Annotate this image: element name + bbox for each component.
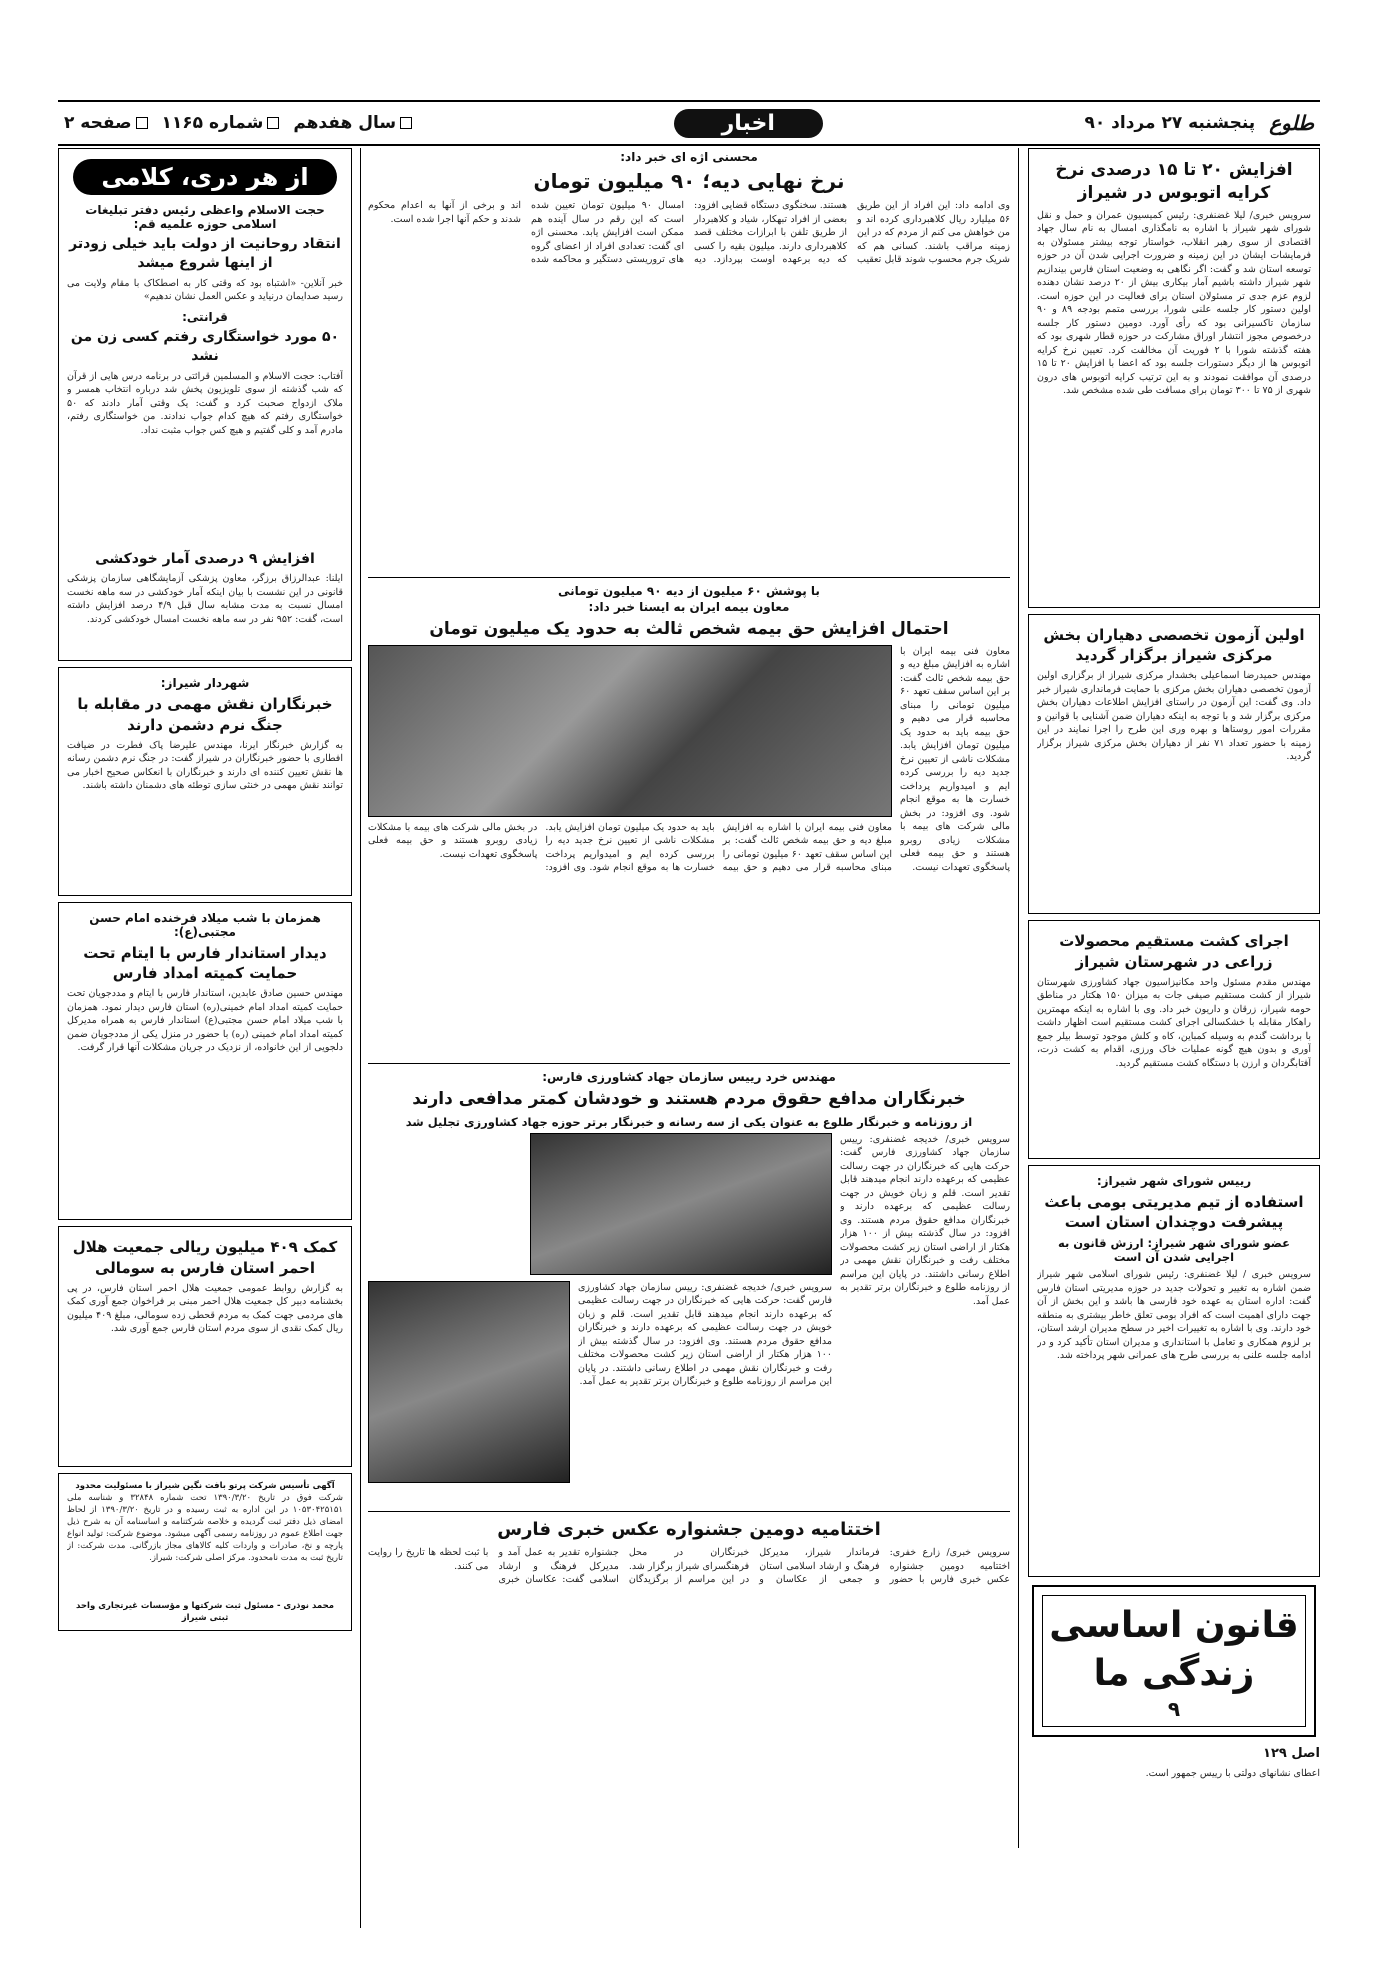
story-journalists: [368, 1070, 1010, 1505]
constitution-title-line1: قانون اساسی: [1049, 1605, 1299, 1647]
kicker: رییس شورای شهر شیراز:: [1096, 1173, 1252, 1188]
story-bus-fare: [1028, 148, 1320, 608]
legal-notice: [58, 1473, 352, 1631]
square-icon: [136, 117, 148, 129]
divider: [368, 1063, 1010, 1064]
story-photo-festival: [368, 1518, 1010, 1714]
square-icon: [400, 117, 412, 129]
kicker: همزمان با شب میلاد فرخنده امام حسن مجتبی(ع):: [89, 910, 321, 939]
constitution-box: [1032, 1585, 1316, 1737]
story-governor: [58, 902, 352, 1221]
newspaper-page: [58, 100, 1320, 1930]
article-number: اصل ۱۲۹: [1263, 1746, 1320, 1762]
page-header: [58, 100, 1320, 146]
year-label: سال هفدهم: [293, 113, 412, 133]
page-number: صفحه ۲: [64, 113, 148, 133]
story-dehyaran-exam: [1028, 614, 1320, 915]
header-right: [1084, 111, 1320, 135]
issue-date: پنجشنبه ۲۷ مرداد ۹۰: [1084, 113, 1256, 133]
headline: استفاده از تیم مدیریتی بومی باعث پیشرفت دوچندان استان است: [1044, 1192, 1304, 1232]
story-native-management: [1028, 1165, 1320, 1578]
notice-body: شرکت فوق در تاریخ ۱۳۹۰/۳/۲۰ تحت شماره ۳۲۸۴۸ و شناسه ملی ۱۰۵۳۰۴۲۵۱۵۱ در این اداره به ثبت رسیده و در تاریخ ۱۳۹۰/۳/۲۰ از لحاظ امضای ذیل دفتر ثبت گردیده و خلاصه شرکتنامه و اساسنامه آن به شرح ذیل جهت اطلاع عموم در روزنامه رسمی آگهی میشود. موضوع شرکت: تولید انواع پارچه و نخ، صادرات و واردات کلیه کالاهای مجاز بازرگانی. مدت شرکت: از تاریخ ثبت به مدت نامحدود. مرکز اصلی شرکت: شیراز.: [67, 1492, 343, 1563]
article-body-continued: سرویس خبری/ خدیجه غضنفری: رییس سازمان جهاد کشاورزی فارس گفت: حرکت هایی که خبرنگاران در جهت رسالت عظیمی که برعهده دارند انجام میدهند قابل تقدیر است. قلم و زبان خویش در جهت رسالت عظیمی که برعهده دارند و خبرنگاران مدافع حقوق مردم هستند. وی افزود: در سال گذشته بیش از ۱۰۰ هزار هکتار از اراضی استان زیر کشت محصولات مختلف رفت و خبرنگاران نقش مهمی در اطلاع رسانی داشتند. در پایان این مراسم از روزنامه طلوع و خبرنگاران برتر تقدیر به عمل آمد.: [578, 1281, 832, 1388]
section-title: اخبار: [674, 109, 823, 138]
story-red-crescent: [58, 1226, 352, 1467]
article-body: سرویس خبری/ لیلا غضنفری: رئیس کمیسیون عمران و حمل و نقل شورای شهر شیراز با اشاره به نامگذاری امسال به نام سال جهاد اقتصادی از سوی رهبر انقلاب، خواستار توجه بیشتر مسئولان به فرمایشات ایشان در این زمینه و ضرورت اجرایی شدن آن در حوزه توسعه استان شد و گفت: اگر نگاهی به وضعیت استان فارس بیندازیم شهر شیراز داشته باشیم آمار بیکاری بیش از ۲۰ درصد نشان دهنده لزوم عزم جدی تر مسئولان استان برای فعالیت در این حوزه است. اولین دستور کار جلسه علنی شورا، بررسی متمم بودجه ۸۹ و ۹۰ سازمان تاکسیرانی بود که رأی آورد. دومین دستور کار جلسه درخصوص مجوز انتشار اوراق مشارکت در حوزه قطار شهری بود که هفته گذشته شورا با ۲ فوریت آن مخالفت کرد. تعیین نرخ کرایه اتوبوس ها از دیگر دستورات جلسه بود که اعضا با افزایش ۲۰ تا ۱۵ درصدی آن موافقت نمودند و به این ترتیب کرایه اتوبوس های درون شهری از ۷۵ تا ۳۰۰ تومان برای مسافت طی شده مشخص شد.: [1037, 209, 1311, 397]
headline: احتمال افزایش حق بیمه شخص ثالث به حدود یک میلیون تومان: [429, 619, 949, 639]
headline: خبرنگاران مدافع حقوق مردم هستند و خودشان کمتر مدافعی دارند: [412, 1088, 966, 1109]
article-body: معاون فنی بیمه ایران با اشاره به افزایش مبلغ دیه و حق بیمه شخص ثالث گفت: بر این اساس سقف تعهد ۶۰ میلیون تومانی را مبنای محاسبه قرار می دهیم و حق بیمه باید به حدود یک میلیون تومان افزایش یابد. مشکلات ناشی از تعیین نرخ جدید دیه را بررسی کرده ایم و امیدواریم پرداخت خسارت ها به موقع انجام شود. وی افزود: در بخش مالی شرکت های بیمه با مشکلات زیادی روبرو هستند و حق بیمه فعلی پاسخگوی تعهدات نیست.: [900, 645, 1010, 873]
article-body: سرویس خبری/ زارع خفری: اختتامیه دومین جشنواره عکس خبری فارس با حضور فرماندار شیراز، مدیرکل فرهنگ و ارشاد اسلامی استان و جمعی از عکاسان و خبرنگاران در محل فرهنگسرای شیراز برگزار شد. در این مراسم از برگزیدگان جشنواره تقدیر به عمل آمد و مدیرکل فرهنگ و ارشاد اسلامی گفت: عکاسان خبری با ثبت لحظه ها تاریخ را روایت می کنند.: [368, 1547, 1010, 1586]
article-body: به گزارش خبرنگار ایرنا، مهندس علیرضا پاک فطرت در ضیافت افطاری با حضور خبرنگاران در شیراز گفت: در جنگ نرم دشمن رسانه ها نقش تعیین کننده ای دارند و خبرنگاران با انعکاس صحیح اخبار می توانند نقش مهمی در خنثی سازی توطئه های دشمنان داشته باشند.: [67, 739, 343, 792]
quotes-banner: از هر دری، کلامی: [73, 159, 337, 195]
subheadline: عضو شورای شهر شیراز: ارزش قانون به اجرایی شدن آن است: [1058, 1236, 1290, 1265]
ceremony-photo: [530, 1133, 832, 1275]
kicker: حجت الاسلام واعظی رئیس دفتر تبلیغات اسلامی حوزه علمیه قم:: [85, 203, 325, 231]
headline: کمک ۴۰۹ میلیون ریالی جمعیت هلال احمر استان فارس به سومالی: [72, 1238, 338, 1277]
article-body: مهندس مقدم مسئول واحد مکانیزاسیون جهاد کشاورزی شهرستان شیراز از کشت مستقیم صیفی جات به میزان ۱۵۰ هکتار در مناطق حومه شیراز، زرقان و داریون خبر داد. وی با اشاره به اینکه مهمترین راهکار مقابله با خشکسالی اجرای کشت مستقیم است اظهار داشت با برداشت گندم به وسیله کمباین، کاه و کلش موجود توسط بیلر جمع آوری و بدون هیچ گونه عملیات خاک ورزی، اقدام به کشت ذرت، آفتابگردان و ارزن با دستگاه کشت مستقیم گردید.: [1037, 976, 1311, 1069]
headline: نرخ نهایی دیه؛ ۹۰ میلیون تومان: [533, 169, 845, 193]
newspaper-logo: طلوع: [1269, 111, 1314, 135]
kicker: شهردار شیراز:: [160, 676, 250, 691]
headline: اجرای کشت مستقیم محصولات زراعی در شهرستان شیراز: [1059, 932, 1289, 971]
story-mayor: [58, 667, 352, 896]
story-diyeh: [368, 150, 1010, 571]
headline: افزایش ۲۰ تا ۱۵ درصدی نرخ کرایه اتوبوس در شیراز: [1055, 160, 1293, 203]
quotes-box: [58, 148, 352, 661]
notice-signature: محمد نوذری - مسئول ثبت شرکتها و مؤسسات غیرتجاری واحد ثبتی شیراز: [76, 1600, 334, 1623]
subheadline: از روزنامه و خبرنگار طلوع به عنوان یکی از سه رسانه و خبرنگار برتر حوزه جهاد کشاورزی تجلیل شد: [405, 1114, 973, 1129]
issue-number: شماره ۱۱۶۵: [162, 113, 280, 133]
article-body: خبر آنلاین- «اشتباه بود که وقتی کار به اصطکاک با مقام ولایت می رسید صدایمان درنیاید و عکس العمل نشان ندهیم»: [67, 277, 343, 303]
center-column: [368, 148, 1010, 1928]
left-column: [58, 148, 352, 1928]
square-icon: [267, 117, 279, 129]
article-body: آفتاب: حجت الاسلام و المسلمین قرائتی در برنامه درس هایی از قرآن که شب گذشته از سوی تلویزیون پخش شد درباره انتخاب همسر و ملاک ازدواج صحبت کرد و گفت: یک وقتی آمار دادند که ۵۰ خواستگاری رفتم که هیچ کدام جواب ندادند. من خواستگاری رفتم، مادرم آمد و کلی گفتیم و هیچ کس جواب مثبت نداد.: [67, 370, 343, 436]
article-body: سرویس خبری/ خدیجه غضنفری: رییس سازمان جهاد کشاورزی فارس گفت: حرکت هایی که خبرنگاران در جهت رسالت عظیمی که برعهده دارند انجام میدهند قابل تقدیر است. قلم و زبان خویش در جهت رسالت عظیمی که برعهده دارند و خبرنگاران مدافع حقوق مردم هستند. وی افزود: در سال گذشته بیش از ۱۰۰ هزار هکتار از اراضی استان زیر کشت محصولات مختلف رفت و خبرنگاران نقش مهمی در اطلاع رسانی داشتند. در پایان این مراسم از روزنامه طلوع و خبرنگاران برتر تقدیر به عمل آمد.: [840, 1133, 1010, 1307]
article-body: وی ادامه داد: این افراد از این طریق ۵۶ میلیارد ریال کلاهبرداری کرده اند و من خواهش می کنم از مردم که در این زمینه مراقب باشند. کسانی هم که شریک جرم محسوب شوند قابل تعقیب هستند. سخنگوی دستگاه قضایی افزود: بعضی از افراد تبهکار، شیاد و کلاهبردار از طریق تلفن با ابرازات مختلف قصد کلاهبرداری دارند. میلیون بقیه را کسی که دیه برعهده اوست بپردازد. دیه امسال ۹۰ میلیون تومان تعیین شده است که این رقم در سال آینده هم ممکن است افزایش یابد. محسنی اژه ای گفت: تعدادی افراد از اعضای گروه های تروریستی دستگیر و محاکمه شده اند و برخی از آنها به اعدام محکوم شدند و حکم آنها اجرا شده است.: [368, 200, 1010, 265]
headline: افزایش ۹ درصدی آمار خودکشی: [95, 550, 315, 567]
column-divider: [360, 148, 361, 1928]
divider: [368, 577, 1010, 578]
headline: ۵۰ مورد خواستگاری رفتم کسی زن من نشد: [70, 328, 340, 364]
headline: دیدار استاندار فارس با ایتام تحت حمایت کمیته امداد فارس: [83, 943, 327, 983]
constitution-title: [1042, 1595, 1306, 1727]
article-body: سرویس خبری / لیلا غضنفری: رئیس شورای اسلامی شهر شیراز ضمن اشاره به تغییر و تحولات جدید در حوزه مدیریتی استان فارس گفت: اداره استان به عهده خود فارسی ها باشد و این بخش از آن جهت دارای اهمیت است که افراد بومی تعلق خاطر بیشتری به منطقه خود دارند. وی با اشاره به تغییرات اخیر در سطح مدیران ارشد استان، بر لزوم همکاری و تعامل با استانداری و مدیران استان تأکید کرد و در ادامه جلسه علنی به بررسی طرح های عمرانی شهر پرداخته شد.: [1037, 1269, 1311, 1362]
story-insurance: [368, 584, 1010, 1057]
constitution-title-line2: زندگی ما: [1093, 1653, 1255, 1695]
headline: خبرنگاران نقش مهمی در مقابله با جنگ نرم دشمن دارند: [77, 695, 333, 734]
article-body: مهندس حمیدرضا اسماعیلی بخشدار مرکزی شیراز از برگزاری اولین آزمون تخصصی دهیاران بخش مرکزی با حمایت فرمانداری شیراز خبر داد. وی گفت: این آزمون در راستای افزایش اطلاعات دهیاران بخش مرکزی برگزار شد و با توجه به اینکه دهیاران ضمن آشنایی با قوانین و مقررات امور روستاها و بهره وری این طرح را اجرا نمایند در این زمینه با حضور تعداد ۷۱ نفر از دهیاران بخش مرکزی شیراز برگزار گردید.: [1037, 670, 1311, 763]
kicker: مهندس خرد رییس سازمان جهاد کشاورزی فارس:: [542, 1069, 836, 1084]
article-body: ایلنا: عبدالرزاق برزگر، معاون پزشکی آزمایشگاهی سازمان پزشکی قانونی در این نشست با بیان اینکه آمار خودکشی در سه ماهه نخست امسال نسبت به مدت مشابه سال قبل ۴/۹ درصد افزایش داشته است، گفت: ۹۵۲ نفر در سه ماهه نخست امسال خودکشی کردند.: [67, 573, 343, 625]
constitution-series-number: ۹: [1167, 1697, 1181, 1722]
notice-title: آگهی تأسیس شرکت پرتو بافت نگین شیراز با مسئولیت محدود: [75, 1480, 335, 1491]
kicker: با پوشش ۶۰ میلیون از دیه ۹۰ میلیون تومانی: [558, 584, 820, 598]
article-body-continued: معاون فنی بیمه ایران با اشاره به افزایش مبلغ دیه و حق بیمه شخص ثالث گفت: بر این اساس سقف تعهد ۶۰ میلیون تومانی را مبنای محاسبه قرار می دهیم و حق بیمه باید به حدود یک میلیون تومان افزایش یابد. مشکلات ناشی از تعیین نرخ جدید دیه را بررسی کرده ایم و امیدواریم پرداخت خسارت ها به موقع انجام شود. وی افزود: در بخش مالی شرکت های بیمه با مشکلات زیادی روبرو هستند و حق بیمه فعلی پاسخگوی تعهدات نیست.: [368, 821, 892, 874]
column-divider: [1018, 148, 1019, 1848]
headline: انتقاد روحانیت از دولت باید خیلی زودتر از اینها شروع میشد: [69, 236, 341, 271]
kicker: قرانتی:: [182, 309, 228, 324]
story-direct-cultivation: [1028, 920, 1320, 1159]
header-left: [58, 113, 412, 133]
article-body: مهندس حسین صادق عابدین، استاندار فارس با ایتام و مددجویان تحت حمایت کمیته امداد امام خمینی(ره) استان فارس دیدار نمود. همزمان با شب میلاد امام حسن مجتبی(ع) استاندار فارس به همراه مدیرکل کمیته امداد امام خمینی (ره) با حضور در منزل یکی از مددجویان ضمن دلجویی از این خانواده، از نزدیک در جریان مشکلات آنها قرار گرفت.: [67, 988, 343, 1054]
award-photo: [368, 1281, 570, 1483]
right-column: [1028, 148, 1320, 1928]
accident-photo: [368, 645, 892, 817]
article-text: اعطای نشانهای دولتی با رییس جمهور است.: [1145, 1767, 1320, 1779]
headline: اختتامیه دومین جشنواره عکس خبری فارس: [497, 1518, 881, 1540]
kicker-secondary: معاون بیمه ایران به ایسنا خبر داد:: [588, 600, 790, 614]
article-body: به گزارش روابط عمومی جمعیت هلال احمر استان فارس، در پی بخشنامه دبیر کل جمعیت هلال احمر مبنی بر فراخوان جمع آوری کمک های مردمی جهت کمک به مردم قحطی زده سومالی، مبلغ ۴۰۹ میلیون ریال کمک نقدی از سوی مردم استان فارس جمع آوری شد.: [67, 1282, 343, 1335]
kicker: محسنی اژه ای خبر داد:: [620, 150, 758, 164]
divider: [368, 1511, 1010, 1512]
headline: اولین آزمون تخصصی دهیاران بخش مرکزی شیراز برگزار گردید: [1043, 625, 1305, 665]
